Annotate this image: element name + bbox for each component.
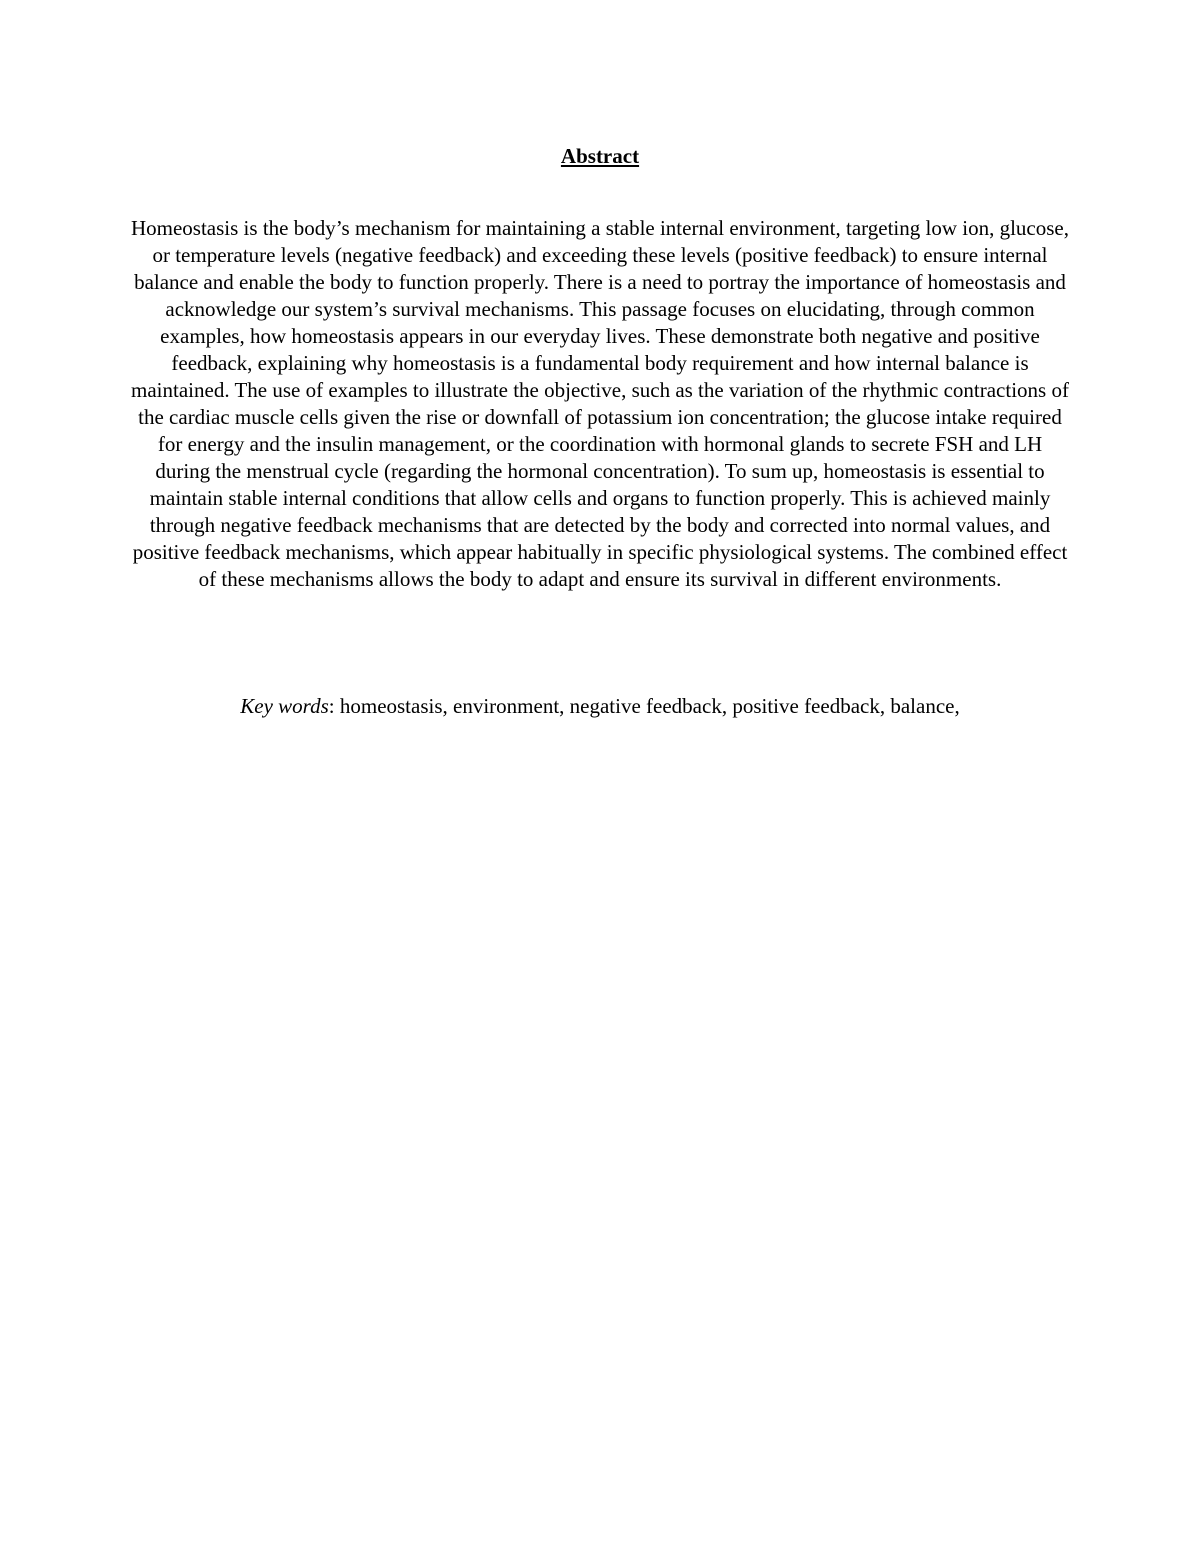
abstract-paragraph: Homeostasis is the body’s mechanism for maintaining a stable internal environment, targeting low ion, glucose, or temperature levels (negative feedback) and exceeding these levels (positive feedback) to ensure internal balance and enable the body to function properly. There is a need to portray the importance of homeostasis and acknowledge our system’s survival mechanisms. This passage focuses on elucidating, through common examples, how homeostasis appears in our everyday lives. These demonstrate both negative and positive feedback, explaining why homeostasis is a fundamental body requirement and how internal balance is maintained. The use of examples to illustrate the objective, such as the variation of the rhythmic contractions of the cardiac muscle cells given the rise or downfall of potassium ion concentration; the glucose intake required for energy and the insulin management, or the coordination with hormonal glands to secrete FSH and LH during the menstrual cycle (regarding the hormonal concentration). To sum up, homeostasis is essential to maintain stable internal conditions that allow cells and organs to function properly. This is achieved mainly through negative feedback mechanisms that are detected by the body and corrected into normal values, and positive feedback mechanisms, which appear habitually in specific physiological systems. The combined effect of these mechanisms allows the body to adapt and ensure its survival in different environments. [130,216,1069,591]
keywords-separator: : [328,694,340,718]
keywords-label: Key words [240,694,329,718]
keywords-list: homeostasis, environment, negative feedback, positive feedback, balance, [339,694,960,718]
abstract-heading: Abstract [560,144,640,168]
keywords-line [100,692,1100,720]
